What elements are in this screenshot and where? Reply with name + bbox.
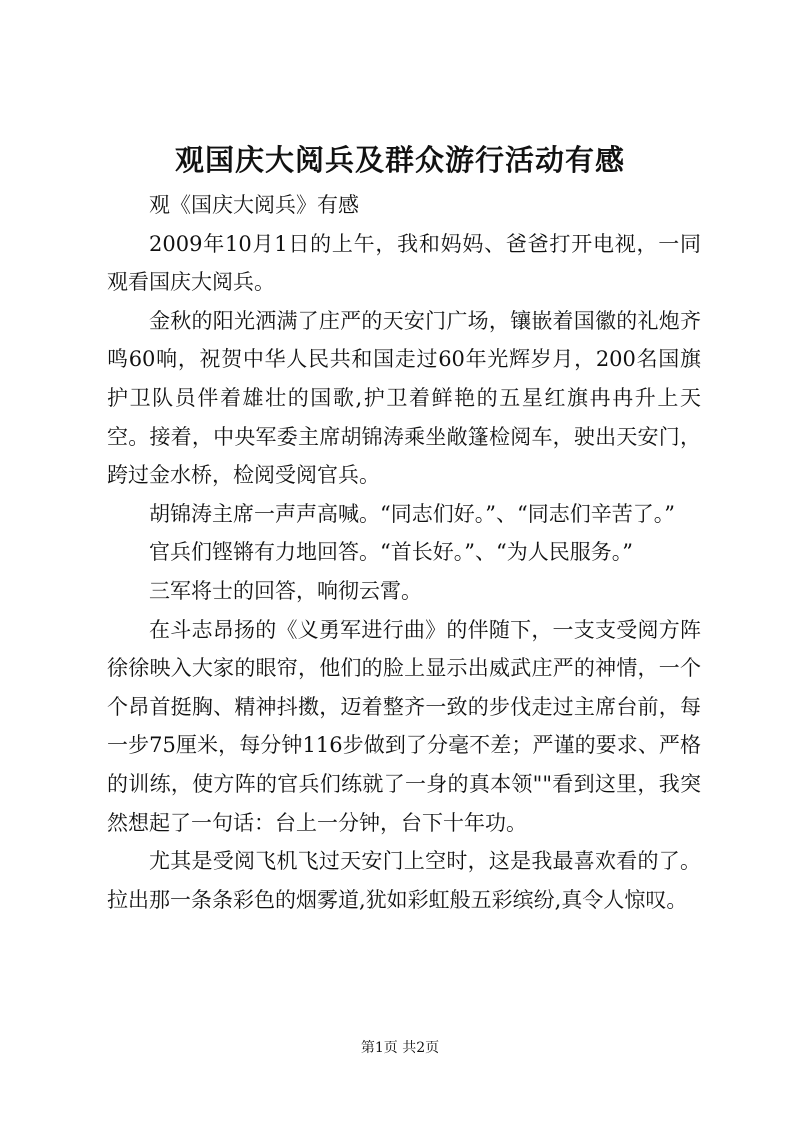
document-title: 观国庆大阅兵及群众游行活动有感 — [174, 143, 625, 177]
paragraph-5: 三军将士的回答，响彻云霄。 — [149, 578, 422, 603]
paragraph-1: 2009年10月1日的上午，我和妈妈、爸爸打开电视，一同观看国庆大阅兵。 — [107, 231, 701, 295]
paragraph-7: 尤其是受阅飞机飞过天安门上空时，这是我最喜欢看的了。拉出那一条条彩色的烟雾道,犹如彩虹般五彩缤纷,真令人惊叹。 — [107, 849, 701, 912]
paragraph-subtitle: 观《国庆大阅兵》有感 — [149, 193, 359, 217]
paragraph-2: 金秋的阳光洒满了庄严的天安门广场，镶嵌着国徽的礼炮齐鸣60响，祝贺中华人民共和国走过60年光辉岁月，200名国旗护卫队员伴着雄壮的国歌,护卫着鲜艳的五星红旗冉冉升上天空。接着，中央军委主席胡锦涛乘坐敞篷检阅车，驶出天安门，跨过金水桥，检阅受阅官兵。 — [107, 308, 701, 488]
document-body — [107, 186, 701, 919]
paragraph-3: 胡锦涛主席一声声高喊。“同志们好。”、“同志们辛苦了。” — [149, 501, 675, 526]
paragraph-4: 官兵们铿锵有力地回答。“首长好。”、“为人民服务。” — [149, 540, 633, 565]
page-number: 第1页 共2页 — [360, 1040, 440, 1056]
paragraph-6: 在斗志昂扬的《义勇军进行曲》的伴随下，一支支受阅方阵徐徐映入大家的眼帘，他们的脸上显示出威武庄严的神情，一个个昂首挺胸、精神抖擞，迈着整齐一致的步伐走过主席台前，每一步75厘米，每分钟116步做到了分毫不差；严谨的要求、严格的训练，使方阵的官兵们练就了一身的真本领""看到这里，我突然想起了一句话：台上一分钟，台下十年功。 — [107, 617, 701, 835]
